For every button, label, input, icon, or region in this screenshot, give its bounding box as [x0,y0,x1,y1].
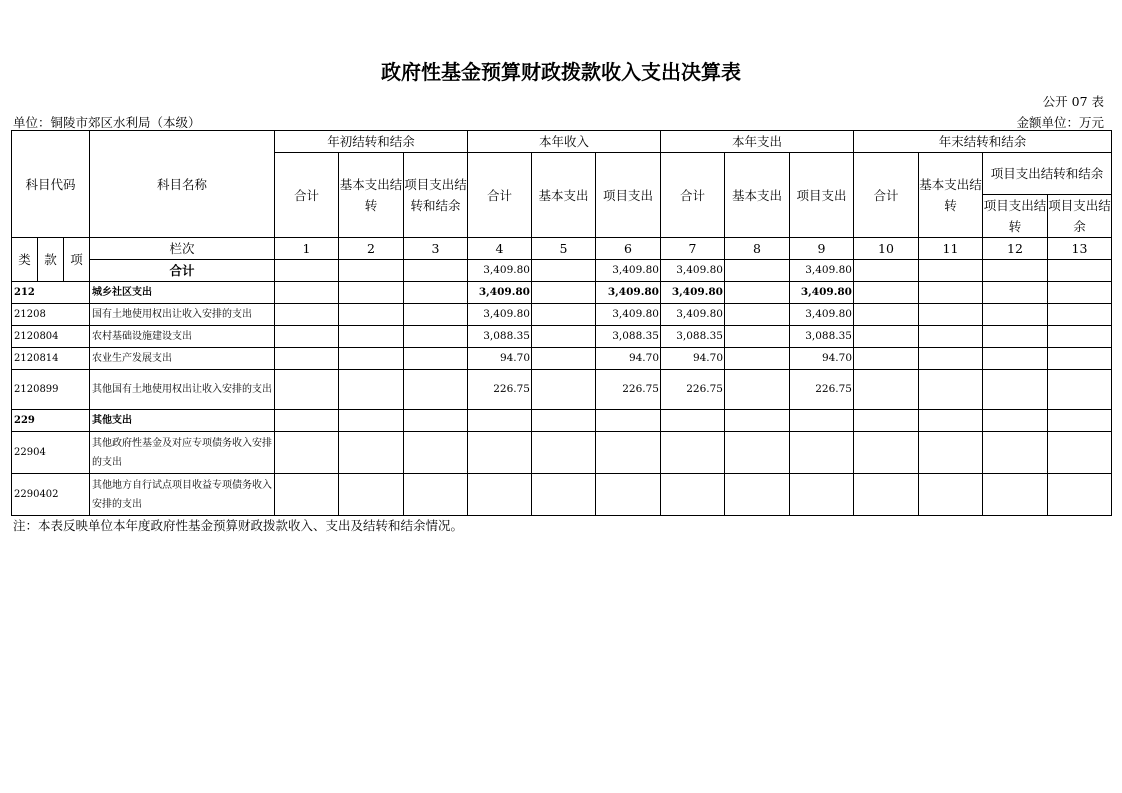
cell-value [725,326,790,348]
cell-value [661,474,725,516]
total-value [854,260,919,282]
column-number: 9 [790,238,854,260]
cell-value [919,410,983,432]
cell-value [339,304,404,326]
cell-value [725,410,790,432]
cell-value [275,326,339,348]
cell-value [404,348,468,370]
budget-table [11,130,1112,516]
column-number: 6 [596,238,661,260]
subject-name: 城乡社区支出 [90,282,275,304]
cell-value [532,348,596,370]
cell-value [854,326,919,348]
cell-value [919,474,983,516]
table-row [12,410,1112,432]
header-expense-basic: 基本支出 [725,153,790,238]
header-group-expense: 本年支出 [661,131,854,153]
cell-value [468,432,532,474]
cell-value [532,370,596,410]
cell-value [919,326,983,348]
table-row [12,370,1112,410]
header-subject-name: 科目名称 [90,131,275,238]
cell-value [596,474,661,516]
total-value: 3,409.80 [790,260,854,282]
header-closing-basic: 基本支出结转 [919,153,983,238]
cell-value [790,410,854,432]
cell-value [275,410,339,432]
column-number: 11 [919,238,983,260]
cell-value [339,370,404,410]
cell-value [404,370,468,410]
header-opening-basic: 基本支出结转 [339,153,404,238]
cell-value [339,432,404,474]
column-number: 10 [854,238,919,260]
cell-value [983,370,1048,410]
cell-value [854,304,919,326]
table-row [12,474,1112,516]
cell-value [404,410,468,432]
cell-value [725,282,790,304]
cell-value [468,410,532,432]
table-row [12,282,1112,304]
cell-value [725,474,790,516]
column-number: 2 [339,238,404,260]
cell-value [1048,410,1112,432]
table-row [12,348,1112,370]
subject-code: 21208 [12,304,90,326]
cell-value [983,282,1048,304]
subject-code: 2120804 [12,326,90,348]
column-number: 3 [404,238,468,260]
cell-value: 94.70 [596,348,661,370]
cell-value [404,432,468,474]
form-number: 公开 07 表 [1042,94,1104,109]
cell-value [983,432,1048,474]
subject-name: 其他地方自行试点项目收益专项债务收入安排的支出 [90,474,275,516]
header-expense-total: 合计 [661,153,725,238]
cell-value [532,326,596,348]
cell-value [275,370,339,410]
total-value [725,260,790,282]
cell-value [790,474,854,516]
total-row [12,260,1112,282]
cell-value: 3,409.80 [596,304,661,326]
cell-value [725,304,790,326]
cell-value: 3,088.35 [790,326,854,348]
cell-value [1048,282,1112,304]
cell-value [919,282,983,304]
unit-label: 单位：铜陵市郊区水利局（本级） [13,115,201,130]
total-value: 3,409.80 [468,260,532,282]
cell-value [532,474,596,516]
cell-value: 94.70 [661,348,725,370]
subject-code: 2120814 [12,348,90,370]
cell-value [339,410,404,432]
cell-value [339,348,404,370]
cell-value [596,432,661,474]
header-section: 款 [38,238,64,282]
cell-value [790,432,854,474]
cell-value [339,474,404,516]
column-number: 5 [532,238,596,260]
cell-value [404,326,468,348]
header-class: 类 [12,238,38,282]
header-income-project: 项目支出 [596,153,661,238]
cell-value [725,432,790,474]
total-value [1048,260,1112,282]
subject-name: 其他国有土地使用权出让收入安排的支出 [90,370,275,410]
cell-value [1048,474,1112,516]
subject-code: 212 [12,282,90,304]
header-expense-project: 项目支出 [790,153,854,238]
cell-value: 3,409.80 [790,282,854,304]
cell-value [661,410,725,432]
cell-value [596,410,661,432]
cell-value [404,304,468,326]
header-group-income: 本年收入 [468,131,661,153]
subject-code: 2120899 [12,370,90,410]
cell-value [854,348,919,370]
footnote: 注：本表反映单位本年度政府性基金预算财政拨款收入、支出及结转和结余情况。 [13,518,464,533]
header-closing-project-group: 项目支出结转和结余 [983,153,1112,195]
cell-value: 3,088.35 [468,326,532,348]
column-number: 1 [275,238,339,260]
column-number: 8 [725,238,790,260]
cell-value [1048,432,1112,474]
cell-value [854,474,919,516]
cell-value [532,410,596,432]
cell-value [1048,348,1112,370]
header-group-opening: 年初结转和结余 [275,131,468,153]
subject-code: 22904 [12,432,90,474]
cell-value [919,348,983,370]
header-opening-total: 合计 [275,153,339,238]
cell-value: 226.75 [468,370,532,410]
cell-value: 3,409.80 [661,282,725,304]
header-opening-project: 项目支出结转和结余 [404,153,468,238]
column-number: 13 [1048,238,1112,260]
cell-value [983,474,1048,516]
total-value [532,260,596,282]
cell-value: 3,409.80 [468,282,532,304]
cell-value [919,304,983,326]
cell-value [983,326,1048,348]
header-column-no-label: 栏次 [90,238,275,260]
cell-value [275,432,339,474]
cell-value [275,348,339,370]
money-unit-label: 金额单位：万元 [1016,115,1104,130]
cell-value [854,282,919,304]
header-closing-project-surplus: 项目支出结余 [1048,195,1112,238]
subject-name: 农村基础设施建设支出 [90,326,275,348]
subject-code: 2290402 [12,474,90,516]
cell-value: 226.75 [596,370,661,410]
cell-value [532,432,596,474]
total-value: 3,409.80 [661,260,725,282]
table-row [12,326,1112,348]
cell-value: 3,088.35 [596,326,661,348]
cell-value [725,370,790,410]
cell-value: 3,409.80 [596,282,661,304]
header-income-total: 合计 [468,153,532,238]
cell-value [1048,304,1112,326]
header-item: 项 [64,238,90,282]
cell-value: 94.70 [790,348,854,370]
column-number: 7 [661,238,725,260]
cell-value [275,304,339,326]
subject-name: 农业生产发展支出 [90,348,275,370]
page-title: 政府性基金预算财政拨款收入支出决算表 [381,60,741,84]
cell-value [275,474,339,516]
total-value [404,260,468,282]
total-value: 3,409.80 [596,260,661,282]
cell-value [404,474,468,516]
cell-value: 226.75 [661,370,725,410]
table-row [12,432,1112,474]
header-group-closing: 年末结转和结余 [854,131,1112,153]
total-value [983,260,1048,282]
subject-name: 其他支出 [90,410,275,432]
total-value [919,260,983,282]
cell-value: 3,409.80 [790,304,854,326]
cell-value [339,282,404,304]
cell-value [404,282,468,304]
cell-value: 226.75 [790,370,854,410]
header-income-basic: 基本支出 [532,153,596,238]
cell-value [919,370,983,410]
column-number: 12 [983,238,1048,260]
cell-value [983,304,1048,326]
cell-value [854,432,919,474]
header-subject-code: 科目代码 [12,131,90,238]
cell-value [275,282,339,304]
table-row [12,304,1112,326]
subject-name: 其他政府性基金及对应专项债务收入安排的支出 [90,432,275,474]
cell-value [532,304,596,326]
subject-code: 229 [12,410,90,432]
cell-value [854,410,919,432]
cell-value: 3,409.80 [661,304,725,326]
cell-value [1048,370,1112,410]
header-closing-total: 合计 [854,153,919,238]
cell-value: 3,409.80 [468,304,532,326]
cell-value [532,282,596,304]
cell-value: 94.70 [468,348,532,370]
cell-value [983,410,1048,432]
cell-value [339,326,404,348]
total-row-label: 合计 [90,260,275,282]
cell-value [661,432,725,474]
cell-value [468,474,532,516]
column-number: 4 [468,238,532,260]
cell-value [854,370,919,410]
cell-value [919,432,983,474]
total-value [275,260,339,282]
cell-value [1048,326,1112,348]
total-value [339,260,404,282]
subject-name: 国有土地使用权出让收入安排的支出 [90,304,275,326]
cell-value: 3,088.35 [661,326,725,348]
cell-value [725,348,790,370]
cell-value [983,348,1048,370]
header-closing-project-carry: 项目支出结转 [983,195,1048,238]
